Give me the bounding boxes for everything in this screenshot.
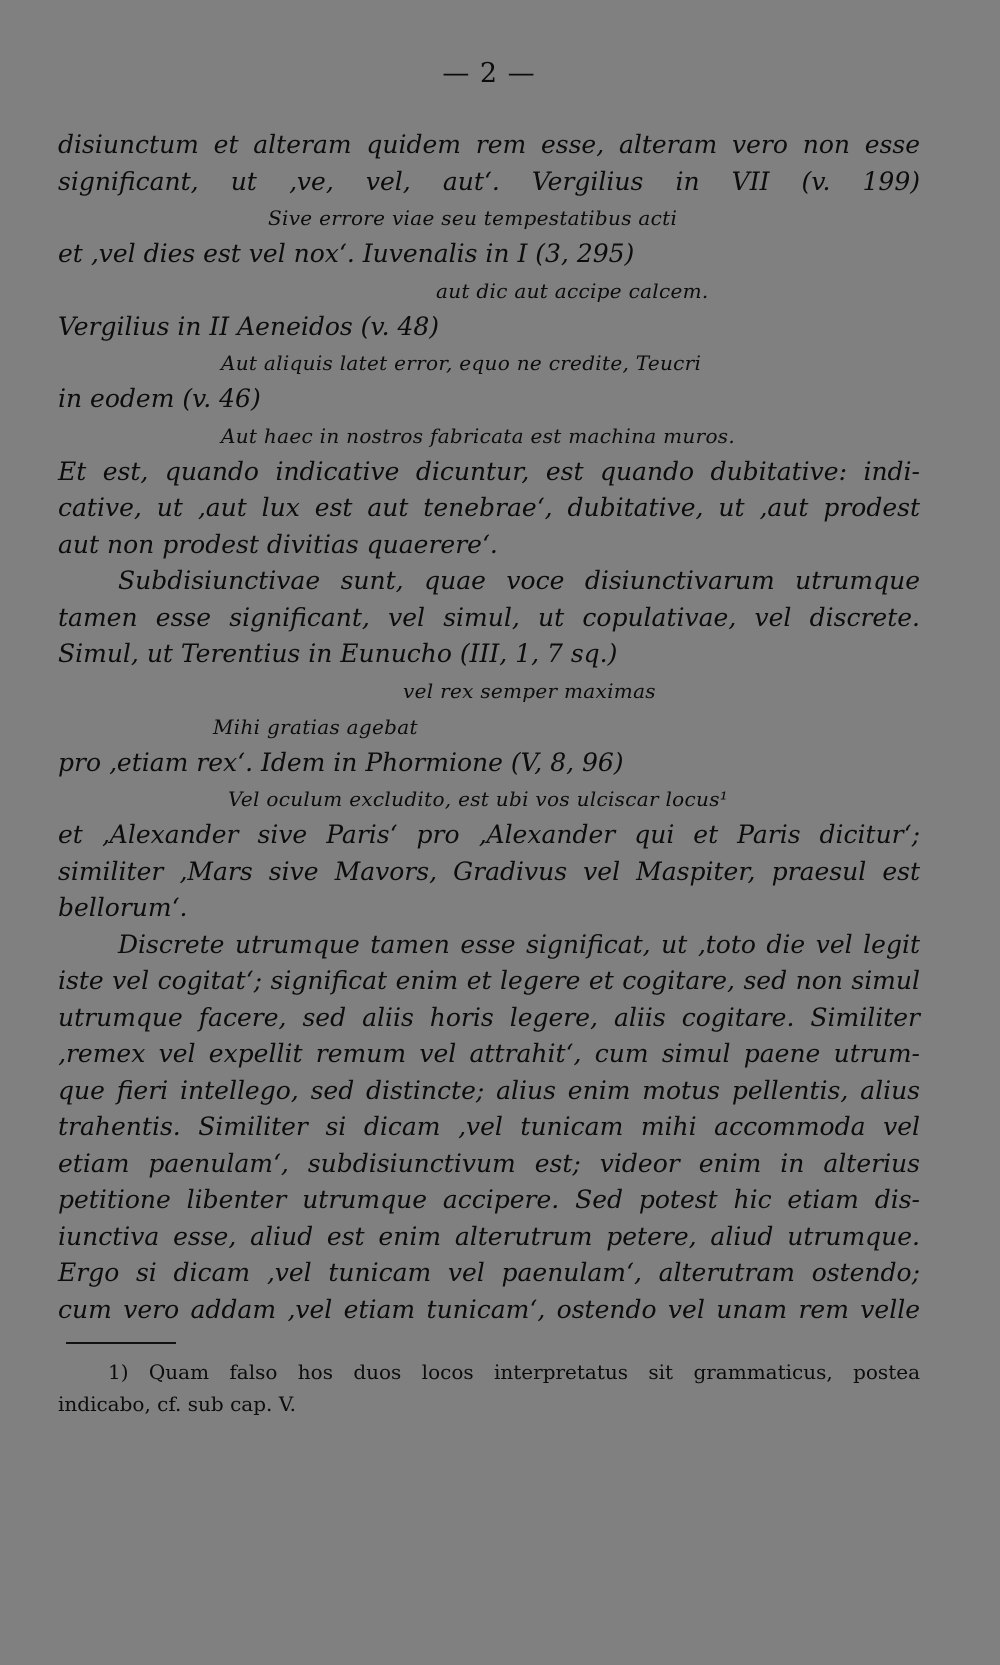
quotation-line: aut dic aut accipe calcem. <box>436 278 709 303</box>
quotation-line: Aut haec in nostros fabricata est machina muros. <box>221 423 736 448</box>
text-line: aut non prodest divitias quaerere‘. <box>58 529 498 559</box>
quotation-line: Vel oculum excludito, est ubi vos ulciscar locus¹ <box>228 787 729 811</box>
text-line: iste vel cogitat‘; significat enim et legere et cogitare, sed non simul <box>58 966 920 995</box>
text-line: Discrete utrumque tamen esse significat, ut ‚toto die vel legit <box>118 929 920 959</box>
page <box>58 60 920 1420</box>
text-line: Vergilius in II Aeneidos (v. 48) <box>58 311 440 341</box>
text-line: trahentis. Similiter si dicam ‚vel tunicam mihi accommoda vel <box>58 1112 920 1141</box>
text-line: bellorum‘. <box>58 893 188 922</box>
text-line: tamen esse significant, vel simul, ut copulativae, vel discrete. <box>58 602 920 632</box>
text-line: utrumque facere, sed aliis horis legere, aliis cogitare. Similiter <box>58 1002 920 1032</box>
text-line: Et est, quando indicative dicuntur, est quando dubitative: indi- <box>58 456 920 486</box>
text-line: cative, ut ‚aut lux est aut tenebrae‘, dubitative, ut ‚aut prodest <box>58 493 920 522</box>
text-line: significant, ut ‚ve, vel, aut‘. Vergilius in VII (v. 199) <box>58 166 920 196</box>
text-line: petitione libenter utrumque accipere. Sed potest hic etiam dis- <box>58 1185 920 1214</box>
text-line: que fieri intellego, sed distincte; alius enim motus pellentis, alius <box>58 1075 920 1105</box>
text-line: Simul, ut Terentius in Eunucho (III, 1, 7 sq.) <box>58 639 618 668</box>
footnote-line-2: indicabo, cf. sub cap. V. <box>58 1392 297 1416</box>
text-line: Subdisiunctivae sunt, quae voce disiunctivarum utrumque <box>118 566 920 595</box>
text-line: Ergo si dicam ‚vel tunicam vel paenulam‘, alterutram ostendo; <box>58 1258 920 1287</box>
quotation-line: Sive errore viae seu tempestatibus acti <box>268 206 678 230</box>
text-line: ‚remex vel expellit remum vel attrahit‘, cum simul paene utrum- <box>58 1039 920 1068</box>
text-line: cum vero addam ‚vel etiam tunicam‘, ostendo vel unam rem velle <box>58 1294 920 1324</box>
quotation-line: Mihi gratias agebat <box>213 714 418 739</box>
page-number: — 2 — <box>442 58 536 89</box>
footnote <box>58 1356 920 1420</box>
text-line: etiam paenulam‘, subdisiunctivum est; videor enim in alterius <box>58 1148 920 1178</box>
quotation-line: Aut aliquis latet error, equo ne credite, Teucri <box>221 351 702 375</box>
footnote-rule <box>66 1342 176 1344</box>
text-line: et ‚Alexander sive Paris‘ pro ‚Alexander qui et Paris dicitur‘; <box>58 820 920 849</box>
footnote-line-1: 1) Quam falso hos duos locos interpretatus sit grammaticus, postea <box>108 1360 920 1384</box>
text-line: et ‚vel dies est vel nox‘. Iuvenalis in I (3, 295) <box>58 239 635 268</box>
text-line: iunctiva esse, aliud est enim alterutrum petere, aliud utrumque. <box>58 1221 920 1251</box>
quotation-line: vel rex semper maximas <box>403 678 656 703</box>
text-line: disiunctum et alteram quidem rem esse, alteram vero non esse <box>58 130 920 159</box>
text-line: similiter ‚Mars sive Mavors, Gradivus vel Maspiter, praesul est <box>58 856 920 886</box>
main-text <box>58 127 920 1328</box>
text-line: pro ‚etiam rex‘. Idem in Phormione (V, 8, 96) <box>58 747 624 777</box>
text-line: in eodem (v. 46) <box>58 384 261 413</box>
